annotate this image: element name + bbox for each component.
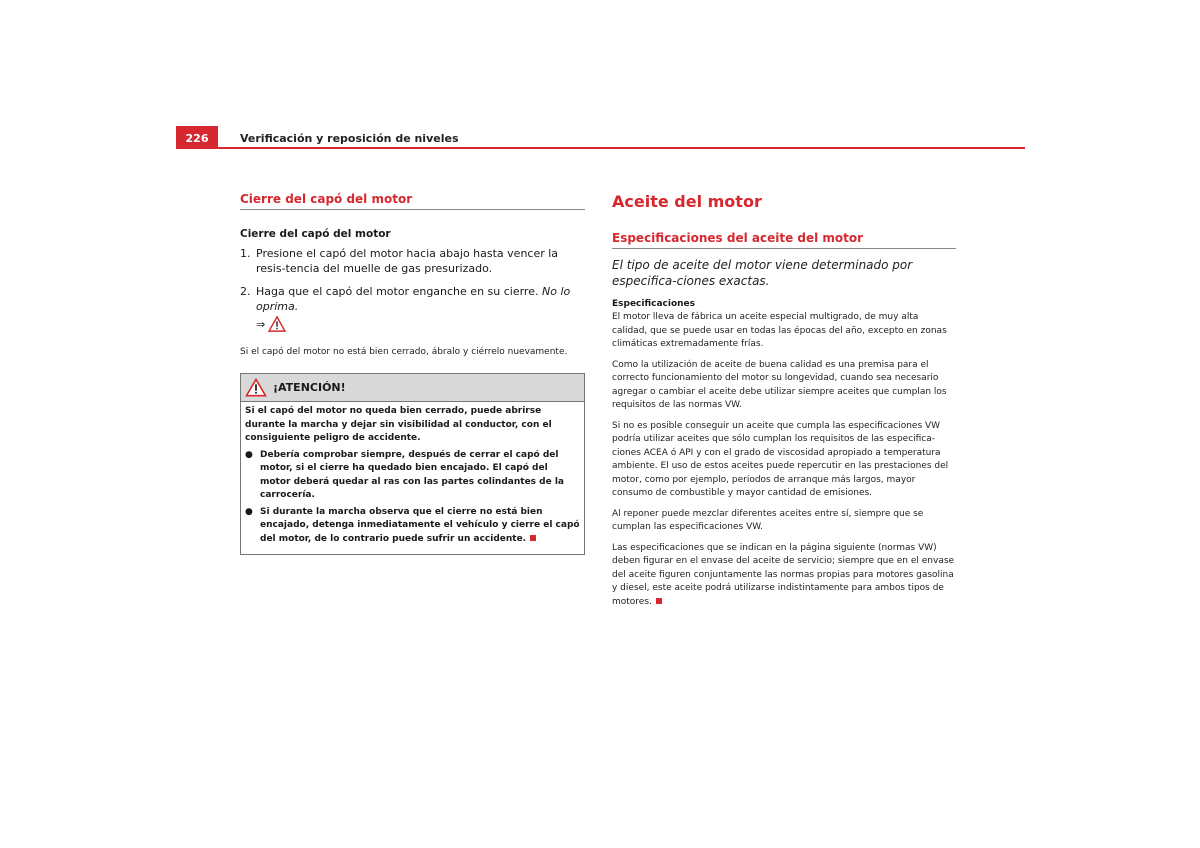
header-title: Verificación y reposición de niveles bbox=[240, 132, 459, 145]
attention-bullet-text: Debería comprobar siempre, después de cerrar el capó del motor, si el cierre ha quedado bien encajado. El capó del motor deberá quedar al ras con las partes colindantes de la carrocería. bbox=[260, 449, 565, 500]
warning-triangle-icon bbox=[245, 378, 267, 397]
paragraph: Como la utilización de aceite de buena calidad es una premisa para el correcto funcionamiento del motor su longevidad, cuando sea necesario agregar o cambiar el aceite debe utilizar siempre aceites que cumplan los requisitos de las normas VW. bbox=[612, 359, 947, 410]
warning-triangle-icon bbox=[268, 316, 286, 332]
attention-header bbox=[241, 374, 584, 402]
section-heading-hood: Cierre del capó del motor bbox=[240, 192, 585, 210]
intro-text: El tipo de aceite del motor viene determinado por especifica-ciones exactas. bbox=[612, 258, 913, 288]
step-item bbox=[240, 284, 585, 314]
attention-body bbox=[241, 402, 584, 554]
page-number: 226 bbox=[176, 126, 218, 149]
right-column bbox=[612, 192, 956, 616]
attention-box bbox=[240, 373, 585, 555]
paragraph: Si no es posible conseguir un aceite que cumpla las especificaciones VW podría utilizar aceites que sólo cumplan los requisitos de las especifica-ciones ACEA ó API y con el grado de viscosidad apropiado a temperatura ambiente. El uso de estos aceites puede repercutir en las prestaciones del motor, como por ejemplo, periodos de arranque más largos, mayor consumo de combustible y mayor cantidad de emisiones. bbox=[612, 420, 949, 498]
step-list bbox=[240, 246, 585, 332]
step-text-emphasis: No lo oprima. bbox=[256, 285, 571, 313]
step-text: Presione el capó del motor hacia abajo hasta vencer la resis-tencia del muelle de gas presurizado. bbox=[256, 247, 559, 275]
arrow-icon: ⇒ bbox=[256, 317, 266, 331]
left-column bbox=[240, 192, 585, 555]
paragraph-last bbox=[612, 542, 956, 610]
header-rule bbox=[218, 147, 1025, 149]
attention-bullet bbox=[245, 449, 580, 503]
step-number: 2. bbox=[240, 285, 251, 298]
subheading-hood: Cierre del capó del motor bbox=[240, 228, 391, 240]
attention-intro: Si el capó del motor no queda bien cerrado, puede abrirse durante la marcha y dejar sin visibilidad al conductor, con el consiguiente peligro de accidente. bbox=[245, 406, 552, 443]
main-heading-oil: Aceite del motor bbox=[612, 192, 762, 211]
attention-title: ¡ATENCIÓN! bbox=[273, 381, 346, 394]
warning-reference bbox=[256, 316, 585, 332]
bullet-icon: ● bbox=[245, 449, 253, 460]
step-item bbox=[240, 246, 585, 276]
end-of-section-icon bbox=[656, 598, 662, 604]
step-text bbox=[256, 284, 585, 314]
bullet-icon: ● bbox=[245, 506, 253, 517]
attention-bullet-text-wrap bbox=[260, 506, 580, 547]
section-heading-oil-specs: Especificaciones del aceite del motor bbox=[612, 231, 956, 249]
note-text: Si el capó del motor no está bien cerrado, ábralo y ciérrelo nuevamente. bbox=[240, 347, 568, 357]
attention-bullet bbox=[245, 506, 580, 547]
end-of-section-icon bbox=[530, 535, 536, 541]
subheading-specs: Especificaciones bbox=[612, 299, 696, 309]
paragraph: Al reponer puede mezclar diferentes aceites entre sí, siempre que se cumplan las especificaciones VW. bbox=[612, 508, 924, 532]
step-text-main: Haga que el capó del motor enganche en su cierre. bbox=[256, 285, 539, 298]
attention-bullet-text: Si durante la marcha observa que el cierre no está bien encajado, detenga inmediatamente el vehículo y cierre el capó del motor, de lo contrario puede sufrir un accidente. bbox=[260, 506, 580, 544]
step-number: 1. bbox=[240, 247, 251, 260]
paragraph: El motor lleva de fábrica un aceite especial multigrado, de muy alta calidad, que se puede usar en todas las épocas del año, excepto en zonas climáticas extremadamente frías. bbox=[612, 312, 947, 349]
paragraph-text: Las especificaciones que se indican en la página siguiente (normas VW) deben figurar en el envase del aceite de servicio; siempre que en el envase del aceite figuren conjuntamente las normas propias para motores gasolina y diesel, este aceite podrá utilizarse indistintamente para ambos tipos de motores. bbox=[612, 542, 955, 607]
